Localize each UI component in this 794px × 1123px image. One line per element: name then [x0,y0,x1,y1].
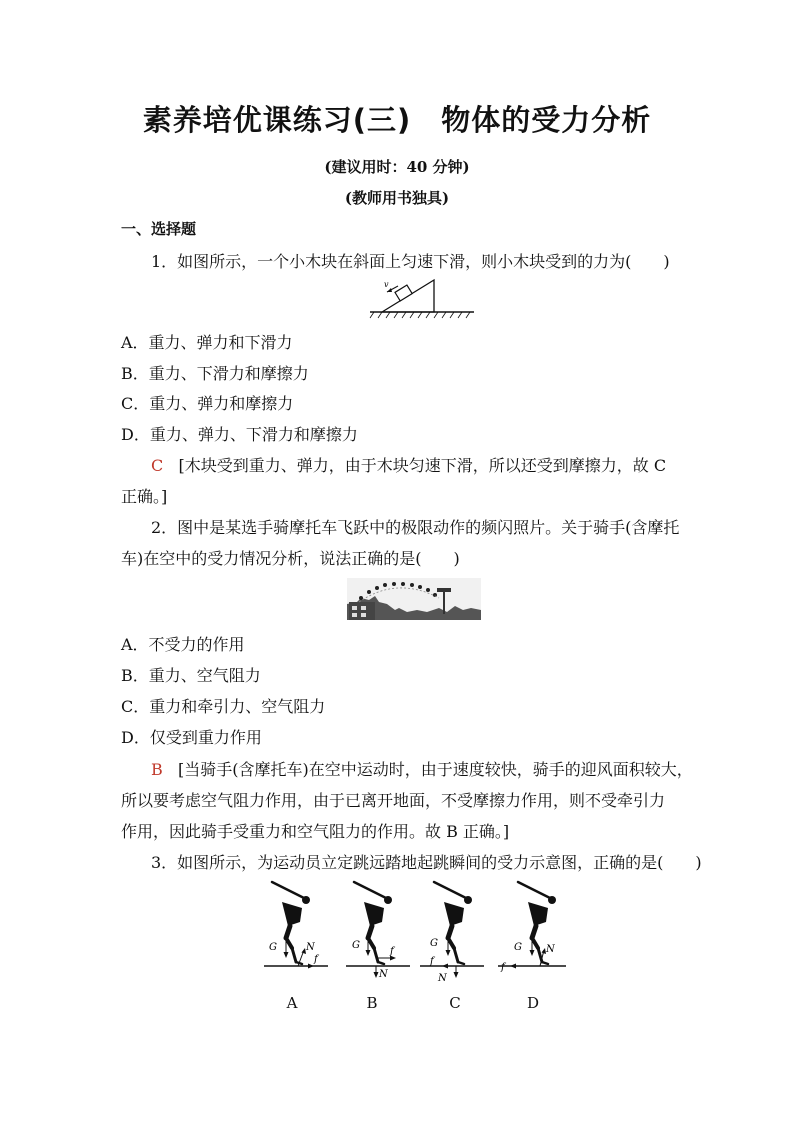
q1-option-a: A．重力、弹力和下滑力 [121,333,293,352]
q2-option-d: D．仅受到重力作用 [121,728,262,747]
q1-stem: 1．如图所示，一个小木块在斜面上匀速下滑，则小木块受到的力为( ) [151,252,670,271]
q2-option-b: B．重力、空气阻力 [121,666,261,685]
q2-explanation-cont1: 所以要考虑空气阻力作用，由于已离开地面，不受摩擦力作用，则不受牵引力 [121,791,666,810]
q2-explanation: [当骑手(含摩托车)在空中运动时，由于速度较快，骑手的迎风面积较大， [178,760,693,779]
jumper-figure-c [418,878,488,982]
page-title: 素养培优课练习(三) 物体的受力分析 [142,103,652,137]
force-label-g: G [514,942,522,953]
q1-explanation: [木块受到重力、弹力，由于木块匀速下滑，所以还受到摩擦力，故 C [178,456,667,475]
q2-stem-line1: 2．图中是某选手骑摩托车飞跃中的极限动作的频闪照片。关于骑手(含摩托 [151,518,680,537]
force-label-g: G [269,942,277,953]
q2-stem-line2: 车)在空中的受力情况分析，说法正确的是( ) [121,549,460,568]
force-label-g: G [430,938,438,949]
force-label-f: f [390,946,394,957]
force-label-n: N [379,969,388,978]
caption-a: A [286,994,298,1012]
force-label-f: f [430,956,434,967]
caption-c: C [449,994,461,1012]
q2-answer-line [151,757,711,780]
force-label-n: N [438,973,447,982]
force-label-n: N [306,942,315,953]
q1-explanation-cont: 正确。] [121,487,168,506]
velocity-label: v [384,280,389,289]
ground-hatching [370,312,470,318]
q2-option-a: A．不受力的作用 [121,635,245,654]
wooden-block [395,285,412,301]
time-note: (建议用时：40 分钟) [324,158,470,176]
q1-answer-line [151,453,711,476]
caption-b: B [366,994,378,1012]
incline-figure [368,278,476,320]
force-label-f: f [501,962,505,973]
q3-stem: 3．如图所示，为运动员立定跳远踏地起跳瞬间的受力示意图，正确的是( ) [151,853,702,872]
q1-option-d: D．重力、弹力、下滑力和摩擦力 [121,425,358,444]
q1-option-c: C．重力、弹力和摩擦力 [121,394,294,413]
q2-option-c: C．重力和牵引力、空气阻力 [121,697,326,716]
q1-answer: C [151,456,164,475]
jumper-figure-d [496,878,570,978]
q2-explanation-cont2: 作用，因此骑手受重力和空气阻力的作用。故 B 正确。] [121,822,510,841]
jumper-figure-b [344,878,414,978]
force-label-g: G [352,940,360,951]
q2-answer: B [151,760,163,779]
teacher-note: (教师用书独具) [344,189,450,207]
force-label-f: f [314,954,318,965]
caption-d: D [526,994,540,1012]
q1-option-b: B．重力、下滑力和摩擦力 [121,364,309,383]
motorcycle-jump-photo [347,578,481,620]
jumper-figure-a [262,878,332,978]
force-label-n: N [546,944,555,955]
section-heading: 一、选择题 [121,220,197,238]
